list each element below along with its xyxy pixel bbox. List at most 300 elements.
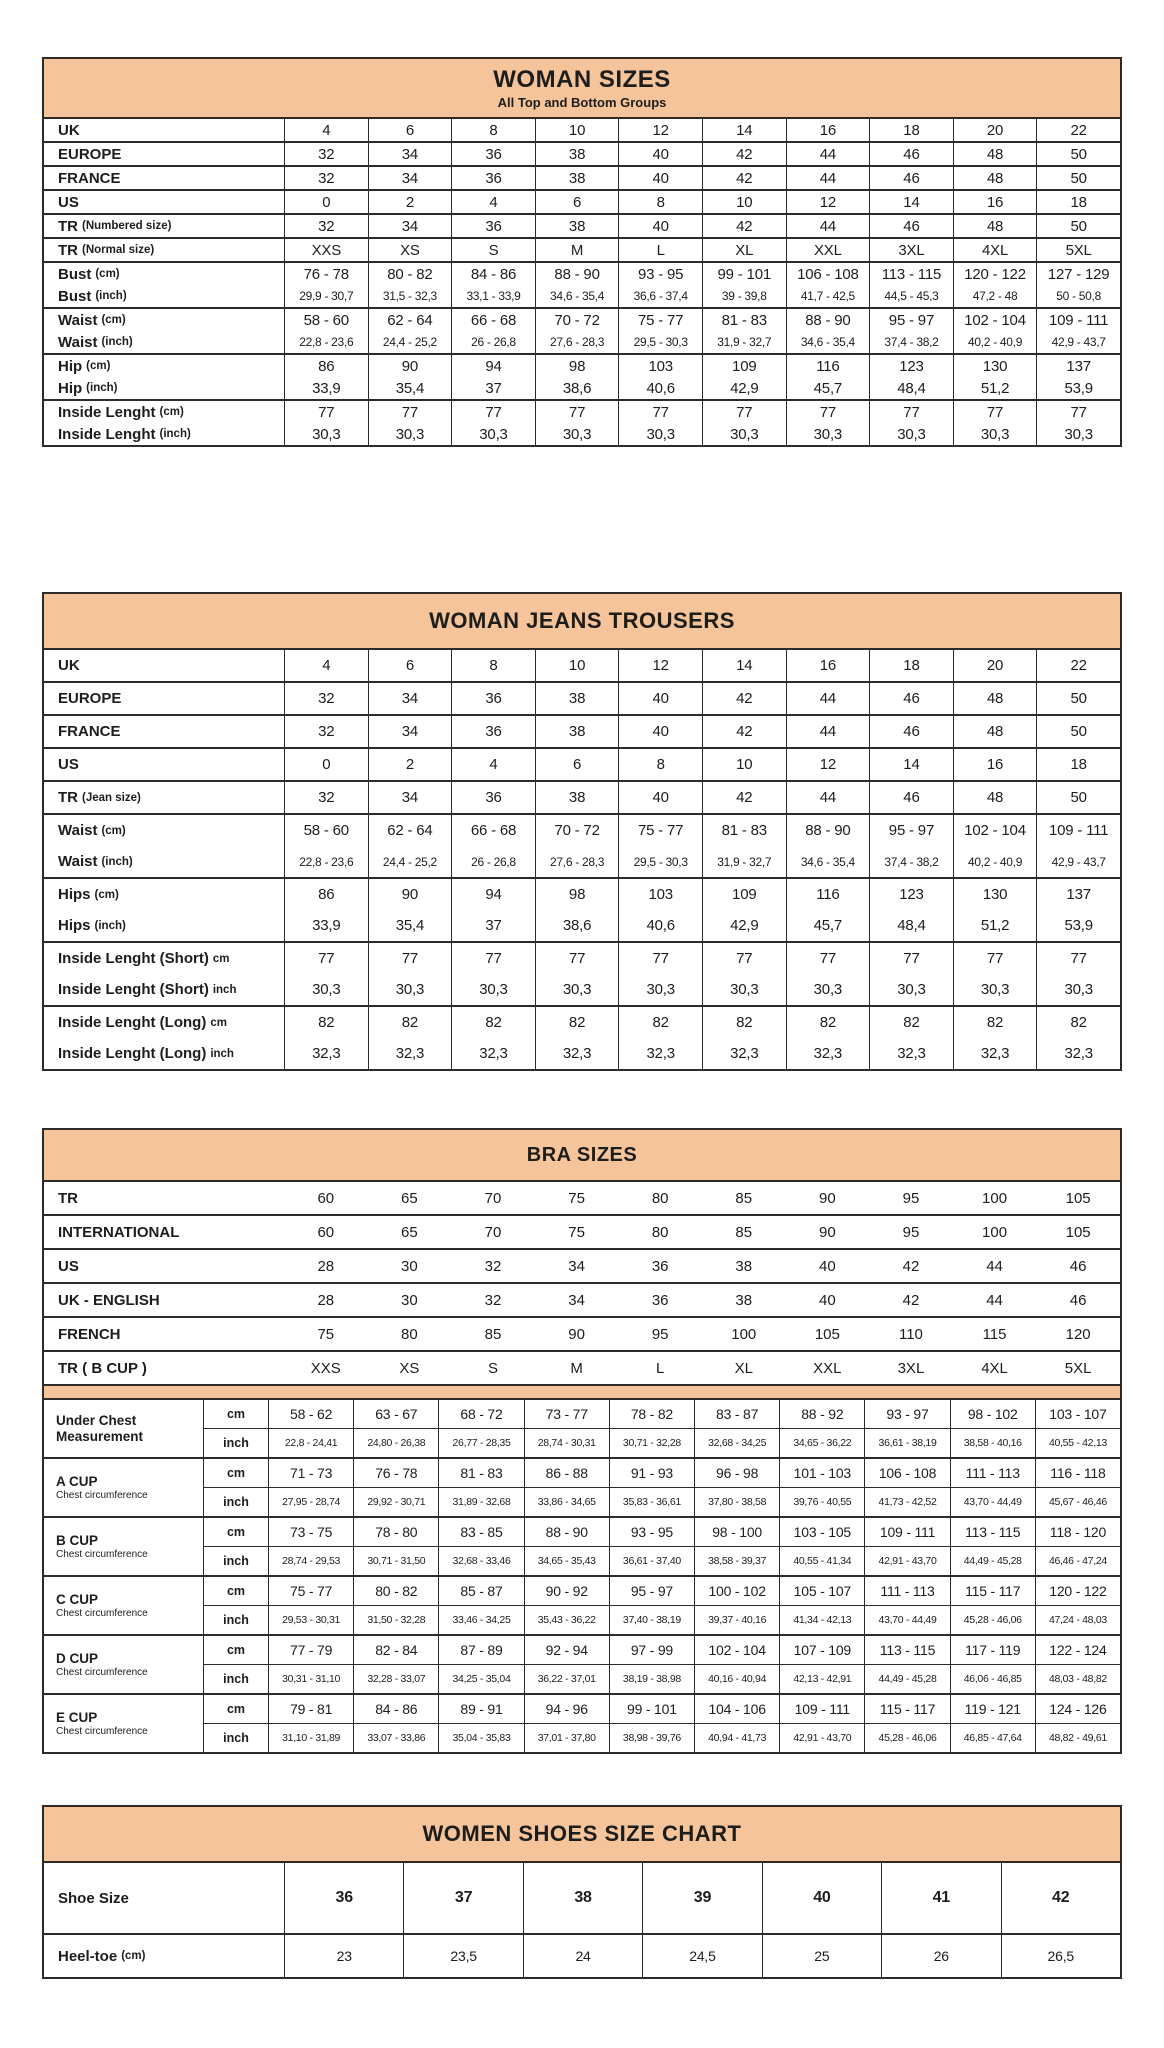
table-cell: 46 [869, 782, 953, 813]
woman-sizes-body [44, 119, 1120, 445]
table-cell: M [535, 239, 619, 261]
table-cell: 32,3 [786, 1038, 870, 1069]
row-group [44, 165, 1120, 189]
table-cell: 80 - 82 [353, 1577, 438, 1605]
table-cell: 95 - 97 [609, 1577, 694, 1605]
table-cell: 34 [368, 167, 452, 189]
table-cell: 34,65 - 36,22 [779, 1429, 864, 1457]
table-cell: 88 - 90 [786, 815, 870, 846]
table-cell: 40,94 - 41,73 [694, 1724, 779, 1752]
table-cell: 29,92 - 30,71 [353, 1488, 438, 1516]
table-cell: S [451, 239, 535, 261]
table-cell: 50 [1036, 782, 1120, 813]
table-cell: 40,6 [618, 377, 702, 399]
table-cell: 31,50 - 32,28 [353, 1606, 438, 1634]
table-cell: 77 [618, 401, 702, 423]
table-cell: 38 [535, 782, 619, 813]
table-cell: 37 [451, 910, 535, 941]
row-label-text: UK [58, 657, 80, 674]
table-cell: 40 [618, 167, 702, 189]
table-cell: 43,70 - 44,49 [864, 1606, 949, 1634]
row-label-detail: (Numbered size) [82, 220, 172, 232]
table-cell: 37,80 - 38,58 [694, 1488, 779, 1516]
table-cell: 85 - 87 [438, 1577, 523, 1605]
table-cell: 14 [869, 749, 953, 780]
table-cell: 30,3 [1036, 423, 1120, 445]
row-group [44, 353, 1120, 399]
table-cell: 32,3 [368, 1038, 452, 1069]
table-cell: 40,6 [618, 910, 702, 941]
table-cell: 100 - 102 [694, 1577, 779, 1605]
table-cell: 46 [869, 683, 953, 714]
row-group [44, 877, 1120, 941]
table-cell: 70 - 72 [535, 815, 619, 846]
table-cell: 48,82 - 49,61 [1035, 1724, 1120, 1752]
table-cell: XXS [284, 239, 368, 261]
table-cell: 33,46 - 34,25 [438, 1606, 523, 1634]
row-group [44, 813, 1120, 877]
table-cell: 38,98 - 39,76 [609, 1724, 694, 1752]
row-label [44, 119, 284, 141]
unit-label: cm [226, 1643, 246, 1657]
table-cell: 2 [368, 191, 452, 213]
table-cell: 33,07 - 33,86 [353, 1724, 438, 1752]
row-label [44, 716, 284, 747]
table-cell: 84 - 86 [353, 1695, 438, 1723]
table-cell: 14 [702, 119, 786, 141]
row-label-text: D CUP [56, 1650, 99, 1666]
shoes-size-title: WOMEN SHOES SIZE CHART [422, 1821, 742, 1846]
table-cell: 22,8 - 23,6 [284, 846, 368, 877]
table-cell: 30,3 [535, 423, 619, 445]
table-cell: 77 - 79 [268, 1636, 353, 1664]
table-cell: 50 [1036, 215, 1120, 237]
row-group [44, 747, 1120, 780]
table-cell: 32 [284, 716, 368, 747]
table-cell: 30,3 [869, 423, 953, 445]
table-cell: 32 [284, 215, 368, 237]
table-cell: 40 [819, 1257, 836, 1275]
table-cell: 109 - 111 [1036, 815, 1120, 846]
table-cell: 75 - 77 [618, 309, 702, 331]
table-cell: 83 - 85 [438, 1518, 523, 1546]
row-group [44, 237, 1120, 261]
table-cell: 20 [953, 119, 1037, 141]
measurement-group [44, 1457, 1120, 1516]
table-row [44, 401, 1120, 423]
row-group [44, 650, 1120, 681]
row-label [44, 1935, 284, 1977]
table-row [44, 285, 1120, 307]
table-cell: 40 [618, 683, 702, 714]
table-cell: 95 [902, 1223, 920, 1241]
table-row [44, 1248, 1120, 1282]
row-label-detail: (cm) [101, 824, 126, 837]
row-label: UK - ENGLISH [58, 1291, 160, 1309]
table-cell: 38 [735, 1291, 753, 1309]
table-cell: 82 [869, 1007, 953, 1038]
row-label-detail: (cm) [101, 314, 126, 326]
table-cell: 77 [368, 943, 452, 974]
table-cell: 42 [702, 215, 786, 237]
bra-conversion-body [44, 1182, 1120, 1384]
row-label-text: Waist [58, 853, 98, 870]
table-cell: 26 - 26,8 [451, 846, 535, 877]
row-group [44, 189, 1120, 213]
table-cell: L [618, 239, 702, 261]
shoes-size-table [42, 1805, 1122, 1979]
table-cell: 127 - 129 [1036, 263, 1120, 285]
table-cell: 42 [702, 782, 786, 813]
table-cell: 40,2 - 40,9 [953, 331, 1037, 353]
table-cell: 105 [1065, 1189, 1091, 1207]
unit-rows [204, 1695, 1120, 1752]
table-cell: 120 - 122 [953, 263, 1037, 285]
row-label-text: Inside Lenght (Long) [58, 1045, 207, 1062]
table-cell: 33,9 [284, 910, 368, 941]
table-cell: XXS [310, 1359, 341, 1377]
table-cell: 130 [953, 879, 1037, 910]
row-label-text: B CUP [56, 1532, 99, 1548]
row-label-detail: Chest circumference [56, 1667, 148, 1679]
row-label [44, 1459, 204, 1516]
table-cell: 103 - 107 [1035, 1400, 1120, 1428]
table-cell: 32 [284, 167, 368, 189]
table-cell: 31,89 - 32,68 [438, 1488, 523, 1516]
table-cell: 82 [786, 1007, 870, 1038]
row-label [44, 401, 284, 423]
table-cell: 35,43 - 36,22 [524, 1606, 609, 1634]
table-cell: 77 [535, 401, 619, 423]
table-cell: 40,55 - 41,34 [779, 1547, 864, 1575]
row-label-text: Inside Lenght (Short) [58, 981, 209, 998]
table-cell: 29,53 - 30,31 [268, 1606, 353, 1634]
table-cell: 30,31 - 31,10 [268, 1665, 353, 1693]
row-label [44, 1007, 284, 1038]
table-row [44, 215, 1120, 237]
table-row [204, 1636, 1120, 1664]
table-cell: 32,3 [1036, 1038, 1120, 1069]
unit-rows [204, 1636, 1120, 1693]
table-cell: 34 [368, 782, 452, 813]
table-cell: 44 [786, 215, 870, 237]
table-cell: 75 - 77 [268, 1577, 353, 1605]
table-cell: 70 - 72 [535, 309, 619, 331]
table-cell: XXL [786, 239, 870, 261]
table-cell: 119 - 121 [950, 1695, 1035, 1723]
measurement-group [44, 1634, 1120, 1693]
table-cell: 48,4 [869, 910, 953, 941]
row-label-text: Inside Lenght [58, 403, 156, 421]
table-cell: 106 - 108 [864, 1459, 949, 1487]
table-cell: 82 [368, 1007, 452, 1038]
row-group [44, 780, 1120, 813]
table-cell: 36 [451, 167, 535, 189]
table-cell: 42 [902, 1257, 920, 1275]
table-cell: 26,77 - 28,35 [438, 1429, 523, 1457]
bra-measurement-body [44, 1400, 1120, 1752]
table-cell: 27,6 - 28,3 [535, 846, 619, 877]
table-cell: 109 - 111 [1036, 309, 1120, 331]
table-cell: 8 [618, 191, 702, 213]
table-cell: 45,7 [786, 910, 870, 941]
row-label [44, 650, 284, 681]
table-cell: 46 [869, 167, 953, 189]
row-label-detail: (cm) [95, 268, 120, 280]
row-label [44, 1695, 204, 1752]
table-cell: 32 [484, 1257, 502, 1275]
row-label [44, 285, 284, 307]
table-row [204, 1577, 1120, 1605]
table-cell: 109 - 111 [779, 1695, 864, 1723]
table-row [204, 1664, 1120, 1693]
table-cell: 115 - 117 [864, 1695, 949, 1723]
table-cell: 106 - 108 [786, 263, 870, 285]
table-cell: 34,6 - 35,4 [786, 331, 870, 353]
unit-label: cm [226, 1584, 246, 1598]
unit-rows [204, 1459, 1120, 1516]
table-cell: 98 [535, 355, 619, 377]
row-label [44, 943, 284, 974]
table-cell: 30,3 [368, 974, 452, 1005]
table-cell: 82 [1036, 1007, 1120, 1038]
row-label-text: Waist [58, 822, 98, 839]
table-row [204, 1546, 1120, 1575]
table-cell: 34,25 - 35,04 [438, 1665, 523, 1693]
table-cell: 80 [651, 1189, 669, 1207]
bra-sizes-table [42, 1128, 1122, 1754]
table-cell: 38 [535, 167, 619, 189]
table-cell: 90 [368, 355, 452, 377]
table-cell: 77 [786, 401, 870, 423]
table-cell: 30 [401, 1291, 418, 1309]
table-cell: 46,46 - 47,24 [1035, 1547, 1120, 1575]
table-row [204, 1695, 1120, 1723]
table-cell: 34 [368, 143, 452, 165]
table-cell: 63 - 67 [353, 1400, 438, 1428]
table-cell: 68 - 72 [438, 1400, 523, 1428]
table-cell: 44 [786, 143, 870, 165]
table-cell: 65 [401, 1189, 418, 1207]
table-row [44, 1935, 1120, 1977]
table-cell: 94 [451, 355, 535, 377]
table-cell: 36 [651, 1257, 669, 1275]
row-label [44, 143, 284, 165]
table-cell: 30,3 [869, 974, 953, 1005]
row-label [44, 191, 284, 213]
table-row [44, 1038, 1120, 1069]
table-cell: 100 [982, 1189, 1008, 1207]
table-row [204, 1487, 1120, 1516]
table-cell: 107 - 109 [779, 1636, 864, 1664]
table-cell: 50 [1036, 716, 1120, 747]
table-cell: 26 [881, 1935, 1000, 1977]
table-cell: 77 [953, 401, 1037, 423]
table-cell: 6 [535, 749, 619, 780]
table-cell: 44 [786, 716, 870, 747]
table-cell: 40 [618, 782, 702, 813]
row-group [44, 1863, 1120, 1933]
table-cell: 98 [535, 879, 619, 910]
table-cell: 6 [368, 650, 452, 681]
table-cell: 137 [1036, 879, 1120, 910]
table-row [204, 1605, 1120, 1634]
table-cell: 94 - 96 [524, 1695, 609, 1723]
measurement-group [44, 1400, 1120, 1457]
table-cell: 5XL [1064, 1359, 1092, 1377]
table-row [44, 191, 1120, 213]
table-cell: 81 - 83 [438, 1459, 523, 1487]
table-cell: 88 - 90 [535, 263, 619, 285]
shoes-size-body [44, 1863, 1120, 1977]
table-row [44, 377, 1120, 399]
row-label-text: E CUP [56, 1709, 98, 1725]
table-cell: 32,3 [535, 1038, 619, 1069]
table-cell: 77 [618, 943, 702, 974]
row-label-text: FRANCE [58, 169, 121, 187]
table-cell: 32 [284, 143, 368, 165]
woman-sizes-table [42, 57, 1122, 447]
table-cell: 38,6 [535, 910, 619, 941]
row-label [44, 377, 284, 399]
table-cell: 99 - 101 [609, 1695, 694, 1723]
row-label: FRENCH [58, 1325, 121, 1343]
table-row [44, 1007, 1120, 1038]
table-cell: 36 [451, 143, 535, 165]
table-cell: 87 - 89 [438, 1636, 523, 1664]
table-cell: 40,16 - 40,94 [694, 1665, 779, 1693]
table-cell: 42 [702, 167, 786, 189]
table-cell: 103 - 105 [779, 1518, 864, 1546]
table-cell: 88 - 90 [786, 309, 870, 331]
table-cell: 42,9 [702, 910, 786, 941]
table-cell: 77 [284, 401, 368, 423]
table-cell: 77 [284, 943, 368, 974]
table-cell: 16 [786, 119, 870, 141]
row-label-detail: cm [210, 1016, 227, 1029]
row-label-text: Hip [58, 379, 83, 397]
table-cell: 113 - 115 [869, 263, 953, 285]
table-cell: 42,91 - 43,70 [779, 1724, 864, 1752]
table-cell: 46 [869, 215, 953, 237]
table-cell: 8 [618, 749, 702, 780]
table-cell: 29,5 - 30,3 [618, 846, 702, 877]
table-cell: 24,4 - 25,2 [368, 331, 452, 353]
table-cell: 116 [786, 879, 870, 910]
table-cell: 34,6 - 35,4 [535, 285, 619, 307]
table-row [44, 143, 1120, 165]
row-label [44, 879, 284, 910]
table-cell: 95 - 97 [869, 309, 953, 331]
table-row [44, 1282, 1120, 1316]
table-row [44, 263, 1120, 285]
table-cell: 113 - 115 [950, 1518, 1035, 1546]
row-label-detail: (inch) [95, 290, 127, 302]
table-cell: 82 [535, 1007, 619, 1038]
table-cell: 40,55 - 42,13 [1035, 1429, 1120, 1457]
row-label [44, 355, 284, 377]
table-cell: 51,2 [953, 377, 1037, 399]
table-cell: 16 [953, 749, 1037, 780]
woman-sizes-title: WOMAN SIZES [493, 66, 671, 93]
row-label-text: Under Chest Measurement [56, 1412, 144, 1444]
table-cell: 46,06 - 46,85 [950, 1665, 1035, 1693]
unit-rows [204, 1400, 1120, 1457]
table-cell: 30,3 [284, 974, 368, 1005]
table-cell: 35,83 - 36,61 [609, 1488, 694, 1516]
table-row [44, 309, 1120, 331]
table-cell: 44 [986, 1291, 1003, 1309]
row-group [44, 213, 1120, 237]
table-cell: 98 - 102 [950, 1400, 1035, 1428]
table-cell: 82 [953, 1007, 1037, 1038]
table-cell: 14 [702, 650, 786, 681]
table-cell: 53,9 [1036, 377, 1120, 399]
table-cell: 32 [484, 1291, 502, 1309]
row-label-detail: Chest circumference [56, 1608, 148, 1620]
table-cell: 77 [368, 401, 452, 423]
row-label-text: TR [58, 241, 78, 259]
table-cell: 58 - 60 [284, 815, 368, 846]
table-cell: 36 [651, 1291, 669, 1309]
unit-rows [204, 1577, 1120, 1634]
table-cell: 48 [953, 143, 1037, 165]
table-cell: 28 [317, 1291, 335, 1309]
row-label [44, 782, 284, 813]
table-cell: 86 [284, 879, 368, 910]
table-row [204, 1428, 1120, 1457]
table-row [44, 167, 1120, 189]
table-cell: 42 [702, 683, 786, 714]
row-label [44, 1038, 284, 1069]
table-cell: 38 [535, 716, 619, 747]
table-cell: 40 [618, 716, 702, 747]
table-cell: 47,24 - 48,03 [1035, 1606, 1120, 1634]
row-label-detail: inch [212, 983, 237, 996]
table-cell: 27,6 - 28,3 [535, 331, 619, 353]
row-label [44, 167, 284, 189]
table-cell: 58 - 62 [268, 1400, 353, 1428]
table-cell: 36,6 - 37,4 [618, 285, 702, 307]
table-cell: 12 [786, 749, 870, 780]
table-cell: 34,65 - 35,43 [524, 1547, 609, 1575]
table-cell: 18 [869, 119, 953, 141]
table-cell: 45,28 - 46,06 [950, 1606, 1035, 1634]
table-cell: 48,03 - 48,82 [1035, 1665, 1120, 1693]
table-cell: 0 [284, 191, 368, 213]
table-cell: 26 - 26,8 [451, 331, 535, 353]
table-cell: 34 [368, 716, 452, 747]
table-cell: 34 [568, 1257, 585, 1275]
table-cell: 44 [786, 683, 870, 714]
table-cell: 30,3 [618, 974, 702, 1005]
table-cell: 42,9 - 43,7 [1036, 331, 1120, 353]
table-cell: 20 [953, 650, 1037, 681]
table-row [44, 716, 1120, 747]
table-cell: 82 [451, 1007, 535, 1038]
table-cell: 36 [451, 716, 535, 747]
table-cell: 34 [368, 683, 452, 714]
table-cell: 44 [986, 1257, 1003, 1275]
table-cell: 111 - 113 [950, 1459, 1035, 1487]
row-label-text: EUROPE [58, 145, 122, 163]
table-cell: 46 [869, 716, 953, 747]
table-row [44, 749, 1120, 780]
table-cell: XS [399, 1359, 420, 1377]
table-cell: 32,3 [451, 1038, 535, 1069]
table-cell: 77 [1036, 943, 1120, 974]
row-label-detail: cm [212, 952, 230, 965]
